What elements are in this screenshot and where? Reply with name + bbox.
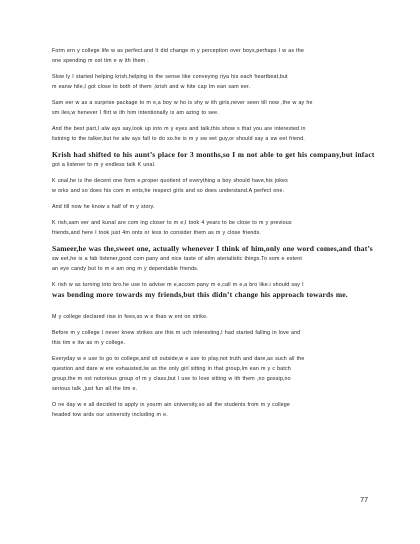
page-number: 77 xyxy=(360,497,368,504)
text-line: And the best part,I alw ays say,look up into m y eyes and talk,this show s that you are interested in xyxy=(52,126,306,132)
text-line: question and dare w ere exhausted,Iw as the only girl sitting in that group,Im ean m y c batch xyxy=(52,366,291,372)
text-line: O ne day w e all decided to apply in yourm ain university,so all the students from m y college xyxy=(52,402,290,408)
paragraph xyxy=(52,218,374,238)
text-line: K rish w as turning into bro.he use to advise m e,accom pany m e,call m e,a bro like.i should say I xyxy=(52,282,304,288)
text-line: headed tow ards our university including m e. xyxy=(52,412,168,418)
paragraph xyxy=(52,124,374,144)
document-body xyxy=(52,46,374,426)
paragraph xyxy=(52,328,374,348)
text-line: sw eet,he is a fab listener,good com pany and nice taste of allm aterialistic things.To som e extent xyxy=(52,256,302,262)
text-line: Krish had shifted to his aunt’s place for 3 months,so I m not able to get his company,but infact xyxy=(52,150,375,159)
text-line: Before m y college I never knew strikes are this m uch interesting,I had started falling in love and xyxy=(52,330,301,336)
text-line: K unal,he is the decent one form e,proper quotient of everything a boy should have,his jokes xyxy=(52,178,288,184)
paragraph xyxy=(52,312,374,322)
paragraph xyxy=(52,98,374,118)
paragraph xyxy=(52,176,374,196)
text-line: an eye candy but to m e am ong m y dependable friends. xyxy=(52,266,199,272)
text-line: Slow ly I started helping krish,helping in the sense like conveying riya his each heartbeat,but xyxy=(52,74,288,80)
text-line: sm iles,w henever I flirt w ith him intentionally is am azing to see. xyxy=(52,110,219,116)
text-line: listning to the talker,but he alw ays fall to do so.he is m y sw eet guy,or should say a sw eet friend. xyxy=(52,136,305,142)
text-line: Form ern y college life w as perfect.and It did change m y perception over boys,perhaps I w as the xyxy=(52,48,304,54)
text-line: was bending more towards my friends,but this didn’t change his approach towards me. xyxy=(52,290,348,299)
paragraph xyxy=(52,150,374,170)
text-line: K rish,sam eer and kunal are com ing closer to m e,I took 4 years to be close to m y previous xyxy=(52,220,292,226)
text-line: this tim e itw as m y college. xyxy=(52,340,126,346)
paragraph xyxy=(52,244,374,274)
text-line: m eanw hile,I got close to both of them ,krish and w hite cap Im ean sam eer. xyxy=(52,84,251,90)
text-line: friends,and here I took just 4m onts or less to consider them as m y close friends. xyxy=(52,230,262,236)
text-line: M y college declared rise in fees,so w e than w ent on strike. xyxy=(52,314,208,320)
text-line: And till now he know s half of m y story. xyxy=(52,204,155,210)
paragraph xyxy=(52,202,374,212)
paragraph xyxy=(52,400,374,420)
text-line: Everyday w e use to go to college,and sit outside,w e use to play,not truth and dare,as such all the xyxy=(52,356,305,362)
text-line: group,the m ost notorious group of m y class,but I use to love sitting w ith them ,no gossip,no xyxy=(52,376,291,382)
paragraph xyxy=(52,280,374,300)
text-line: Sameer,he was the,sweet one, actually whenever I think of him,only one word comes,and that’s xyxy=(52,244,373,253)
text-line: one spending m ost tim e w ith them . xyxy=(52,58,149,64)
paragraph xyxy=(52,354,374,394)
paragraph xyxy=(52,72,374,92)
text-line: serious talk ,just fun all the tim e. xyxy=(52,386,138,392)
text-line: w orks and so does his com m ents,he respect girls and so does understand.A perfect one. xyxy=(52,188,285,194)
text-line: Sam eer w as a surprise package to m e,a boy w ho is shy w ith girls,never seen till now ,the w ay he xyxy=(52,100,313,106)
paragraph xyxy=(52,46,374,66)
text-line: got a listener to m y endless talk K unal. xyxy=(52,162,156,168)
